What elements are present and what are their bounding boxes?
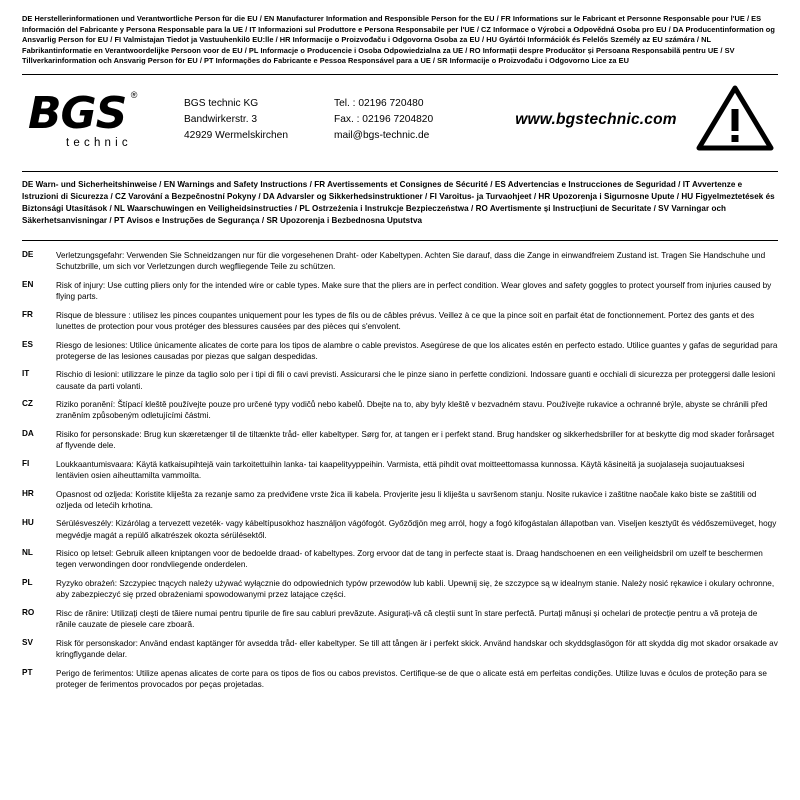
warning-triangle-icon	[688, 85, 778, 156]
divider-bottom	[22, 240, 778, 241]
instructions-table	[22, 250, 778, 697]
language-code: HR	[22, 488, 34, 498]
company-website: www.bgstechnic.com	[515, 111, 677, 129]
table-row	[22, 429, 778, 459]
instructions-body	[22, 250, 778, 697]
language-code: PT	[22, 667, 33, 677]
language-code: FI	[22, 458, 30, 468]
warnings-heading: DE Warn- und Sicherheitshinweise / EN Warnings and Safety Instructions / FR Avertissements et Consignes de Sécurité / ES Advertencias e Instrucciones de Seguridad / IT Avvertenze e Istruzioni di Sicurezza / CZ Varování a Bezpečnostní Pokyny / DA Advarsler og Sikkerhedsinstruktioner / FI Varoitus- ja Turvaohjeet / HR Upozorenja i Sigurnosne Upute / HU Figyelmeztetések és Biztonsági Utasítások / NL Waarschuwingen en Veiligheidsinstructies / PL Ostrzeżenia i Instrukcje Bezpieczeństwa / RO Avertismente și Instrucțiuni de Securitate / SV Varningar och Säkerhetsanvisningar / PT Avisos e Instruções de Segurança / SR Upozorenja i Bezbednosna Uputstva	[22, 179, 775, 225]
language-code: CZ	[22, 399, 33, 409]
table-row	[22, 668, 778, 698]
language-code: IT	[22, 369, 30, 379]
language-code: PL	[22, 578, 33, 588]
table-row	[22, 459, 778, 489]
instruction-text: Risk of injury: Use cutting pliers only for the intended wire or cable types. Make sure that the pliers are in perfect condition. Wear gloves and safety goggles to protect yourself from injuries caused by flying parts.	[56, 280, 772, 302]
language-code: FR	[22, 309, 33, 319]
table-row	[22, 489, 778, 519]
table-row	[22, 340, 778, 370]
instruction-text: Perigo de ferimentos: Utilize apenas alicates de corte para os tipos de fios ou cabos previstos. Certifique-se de que o alicate está em perfeitas condições. Utilize luvas e óculos de proteção para se proteger de ferimentos provocados por peças projetadas.	[56, 668, 767, 689]
table-row	[22, 578, 778, 608]
table-row	[22, 250, 778, 280]
instruction-text: Risc de rănire: Utilizați clești de tăiere numai pentru tipurile de fire sau cabluri prevăzute. Asigurați-vă că cleștii sunt în stare perfectă. Purtați mănuși și ochelari de protecție pentru a vă proteja de rănile cauzate de piesele care zboară.	[56, 608, 758, 630]
registered-trademark-icon: ®	[130, 89, 138, 100]
instruction-text: Risiko for personskade: Brug kun skæretænger til de tiltænkte tråd- eller kabeltyper. Sørg for, at tangen er i perfekt stand. Brug handsker og sikkerhedsbriller for at beskytte dig mod skader forårsaget af flyvende dele.	[56, 430, 775, 451]
instruction-text: Rischio di lesioni: utilizzare le pinze da taglio solo per i tipi di fili o cavi previsti. Assicurarsi che le pinze siano in perfette condizioni. Indossare guanti e occhiali di sicurezza per proteggersi dalle lesioni causate da parti volanti.	[56, 370, 776, 391]
table-row	[22, 310, 778, 340]
company-street: Bandwirkerstr. 3	[184, 114, 258, 126]
logo-subtext: technic	[66, 136, 132, 149]
table-row	[22, 548, 778, 578]
company-fax: Fax. : 02196 7204820	[334, 114, 434, 126]
instruction-text: Verletzungsgefahr: Verwenden Sie Schneidzangen nur für die vorgesehenen Draht- oder Kabeltypen. Achten Sie darauf, dass die Zange in einwandfreiem Zustand ist. Tragen Sie Handschuhe und Schutzbrille, um sich vor Verletzungen durch wegfliegende Teile zu schützen.	[56, 251, 766, 272]
instruction-text: Risk för personskador: Använd endast kaptänger för avsedda tråd- eller kabeltyper. Se till att tången är i perfekt skick. Använd handskar och skyddsglasögon för att skydda dig mot skador orsakade av kringflygande delar.	[56, 638, 778, 659]
table-row	[22, 280, 778, 310]
language-code: DA	[22, 429, 34, 439]
language-code: SV	[22, 637, 33, 647]
company-city: 42929 Wermelskirchen	[184, 129, 288, 141]
instruction-text: Risque de blessure : utilisez les pinces coupantes uniquement pour les types de fils ou de câbles prévus. Veillez à ce que la pince soit en parfait état de fonctionnement. Portez des gants et des lunettes de protection pour vous protéger des blessures causées par des pièces qui s'envolent.	[56, 310, 755, 331]
language-code: NL	[22, 548, 33, 558]
logo-text: BGS	[28, 87, 127, 139]
company-tel: Tel. : 02196 720480	[334, 98, 424, 110]
language-code: DE	[22, 250, 34, 260]
manufacturer-notice: DE Herstellerinformationen und Verantwortliche Person für die EU / EN Manufacturer Information and Responsible Person for the EU / FR Informations sur le Fabricant et Personne Responsable pour l'UE / ES Información del Fabricante y Persona Responsable para la UE / IT Informazioni sul Produttore e Persona Responsabile per l'UE / CZ Informace o Výrobci a Odpovědná Osoba pro EU / DA Producentinformation og Ansvarlig Person for EU / FI Valmistajan Tiedot ja Vastuuhenkilö EU:lle / HR Informacije o Proizvođaču i Odgovorna Osoba za EU / HU Gyártói Információk és Felelős Személy az EU számára / NL Fabrikantinformatie en Verantwoordelijke Persoon voor de EU / PL Informacje o Producencie i Osoba Odpowiedzialna za UE / RO Informații despre Producător și Persoana Responsabilă pentru UE / SV Tillverkarinformation och Ansvarig Person för EU / PT Informações do Fabricante e Pessoa Responsável para a UE / SR Informacije o Proizvođaču i Odgovorno Lice za EU	[22, 14, 775, 66]
language-code: ES	[22, 339, 33, 349]
table-row	[22, 608, 778, 638]
instruction-text: Risico op letsel: Gebruik alleen kniptangen voor de bedoelde draad- of kabeltypes. Zorg ervoor dat de tang in perfecte staat is. Draag handschoenen en een veiligheidsbril om uzelf te beschermen tegen verwondingen door rondvliegende onderdelen.	[56, 549, 763, 570]
instruction-text: Loukkaantumisvaara: Käytä katkaisupihtejä vain tarkoitettuihin lanka- tai kaapelityyppeihin. Varmista, että pihdit ovat moitteettomassa kunnossa. Käytä käsineitä ja suojalaseja suojautuaksesi lentävien osien aiheuttamilta vammoilta.	[56, 459, 745, 480]
logo	[22, 87, 184, 149]
company-email: mail@bgs-technic.de	[334, 129, 430, 141]
instruction-text: Sérülésveszély: Kizárólag a tervezett vezeték- vagy kábeltípusokhoz használjon vágófogót. Győződjön meg arról, hogy a fogó kifogástalan állapotban van. Viseljen kesztyűt és védőszemüveget, hogy megvédje magát a repülő alkatrészek okozta sérülésektől.	[56, 519, 777, 540]
company-header	[22, 75, 778, 164]
language-code: RO	[22, 607, 35, 617]
language-code: HU	[22, 518, 34, 528]
instruction-text: Opasnost od ozljeda: Koristite kliješta za rezanje samo za predviđene vrste žica ili kabela. Provjerite jesu li kliješta u savršenom stanju. Nosite rukavice i zaštitne naočale kako biste se zaštitili od ozljeda od letećih krhotina.	[56, 489, 757, 510]
instruction-text: Ryzyko obrażeń: Szczypiec tnących należy używać wyłącznie do odpowiednich typów przewodów lub kabli. Upewnij się, że szczypce są w idealnym stanie. Należy nosić rękawice i okulary ochronne, aby zabezpieczyć się przed obrażeniami spowodowanymi przez latające części.	[56, 579, 775, 600]
company-contact	[334, 96, 504, 143]
table-row	[22, 369, 778, 399]
instruction-text: Riziko poranění: Štípací kleště používejte pouze pro určené typy vodičů nebo kabelů. Dbejte na to, aby byly kleště v bezvadném stavu. Používejte rukavice a ochranné brýle, abyste se chránili před zraněním způsobeným odletujícími částmi.	[56, 400, 768, 421]
company-name: BGS technic KG	[184, 98, 259, 110]
table-row	[22, 638, 778, 668]
table-row	[22, 399, 778, 429]
language-code: EN	[22, 279, 34, 289]
table-row	[22, 518, 778, 548]
company-address	[184, 96, 334, 143]
instruction-text: Riesgo de lesiones: Utilice únicamente alicates de corte para los tipos de alambre o cable previstos. Asegúrese de que los alicates estén en perfecto estado. Utilice guantes y gafas de seguridad para protegerse de las lesiones causadas por piezas que salgan despedidas.	[56, 340, 778, 361]
